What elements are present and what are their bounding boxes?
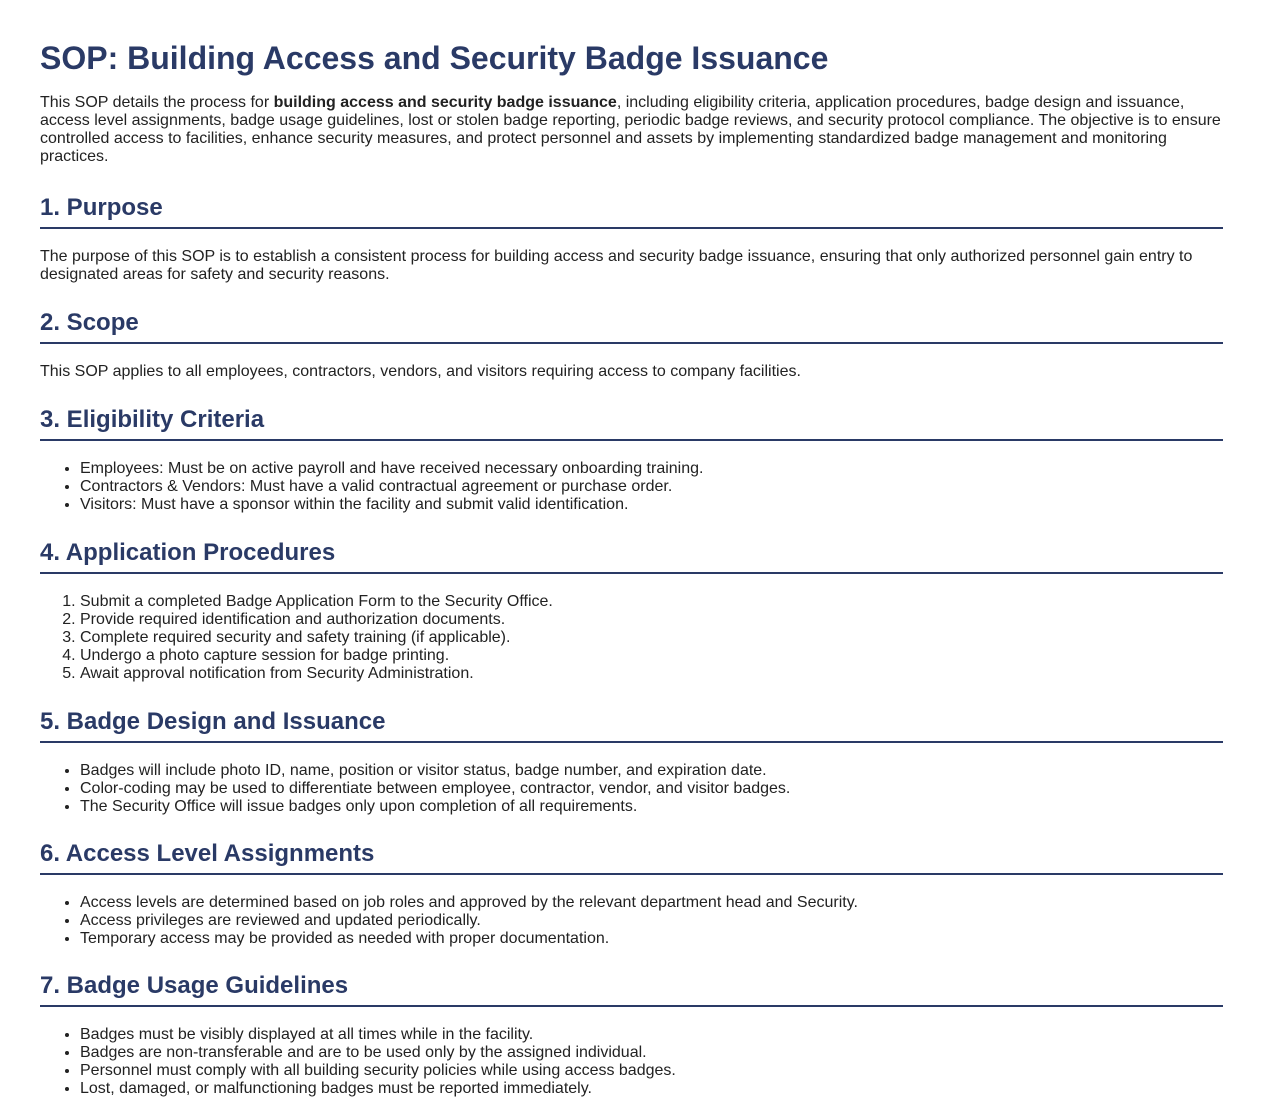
section-badge-usage-guidelines xyxy=(40,972,1223,1098)
list-item: 1. Submit a completed Badge Application Form to the Security Office. xyxy=(80,593,1223,611)
intro-lead: This SOP details the process for xyxy=(40,94,274,111)
list-item: • Personnel must comply with all building security policies while using access badges. xyxy=(80,1062,1223,1080)
list-item: • Employees: Must be on active payroll and have received necessary onboarding training. xyxy=(80,460,1223,478)
list-item: • Badges will include photo ID, name, position or visitor status, badge number, and expiration date. xyxy=(80,762,1223,780)
section-heading: 7. Badge Usage Guidelines xyxy=(40,972,1223,1007)
section-paragraph: This SOP applies to all employees, contractors, vendors, and visitors requiring access to company facilities. xyxy=(40,363,801,380)
list-item: • Color-coding may be used to differentiate between employee, contractor, vendor, and visitor badges. xyxy=(80,780,1223,798)
list-item: • Badges must be visibly displayed at all times while in the facility. xyxy=(80,1026,1223,1044)
section-purpose xyxy=(40,194,1223,284)
list-item: • Access levels are determined based on job roles and approved by the relevant department head and Security. xyxy=(80,894,1223,912)
bullet-list xyxy=(40,1026,1223,1098)
section-heading: 5. Badge Design and Issuance xyxy=(40,708,1223,743)
intro-paragraph xyxy=(40,94,1223,166)
list-item: • Access privileges are reviewed and updated periodically. xyxy=(80,912,1223,930)
list-item: 2. Provide required identification and authorization documents. xyxy=(80,611,1223,629)
numbered-list xyxy=(40,593,1223,683)
section-access-level-assignments xyxy=(40,840,1223,948)
page-title: SOP: Building Access and Security Badge Issuance xyxy=(40,40,829,76)
bullet-list xyxy=(40,762,1223,816)
section-heading: 4. Application Procedures xyxy=(40,539,1223,574)
section-heading: 2. Scope xyxy=(40,309,1223,344)
section-heading: 6. Access Level Assignments xyxy=(40,840,1223,875)
list-item: • Visitors: Must have a sponsor within the facility and submit valid identification. xyxy=(80,496,1223,514)
intro-rest: , including eligibility criteria, application procedures, badge design and issuance, access level assignments, badge usage guidelines, lost or stolen badge reporting, periodic badge reviews, and security protocol compliance. The objective is to ensure controlled access to facilities, enhance security measures, and protect personnel and assets by implementing standardized badge management and monitoring practices. xyxy=(40,94,1221,165)
list-item: • Temporary access may be provided as needed with proper documentation. xyxy=(80,930,1223,948)
section-scope xyxy=(40,309,1223,381)
section-paragraph: The purpose of this SOP is to establish a consistent process for building access and security badge issuance, ensuring that only authorized personnel gain entry to designated areas for safety and security reasons. xyxy=(40,248,1193,283)
intro-bold: building access and security badge issuance xyxy=(273,94,617,111)
bullet-list xyxy=(40,894,1223,948)
list-item: • Contractors & Vendors: Must have a valid contractual agreement or purchase order. xyxy=(80,478,1223,496)
list-item: 3. Complete required security and safety training (if applicable). xyxy=(80,629,1223,647)
list-item: 4. Undergo a photo capture session for badge printing. xyxy=(80,647,1223,665)
list-item: • The Security Office will issue badges only upon completion of all requirements. xyxy=(80,798,1223,816)
list-item: • Badges are non-transferable and are to be used only by the assigned individual. xyxy=(80,1044,1223,1062)
section-eligibility-criteria xyxy=(40,406,1223,514)
list-item: • Lost, damaged, or malfunctioning badges must be reported immediately. xyxy=(80,1080,1223,1098)
list-item: 5. Await approval notification from Security Administration. xyxy=(80,665,1223,683)
section-heading: 3. Eligibility Criteria xyxy=(40,406,1223,441)
section-badge-design-and-issuance xyxy=(40,708,1223,816)
bullet-list xyxy=(40,460,1223,514)
section-heading: 1. Purpose xyxy=(40,194,1223,229)
section-application-procedures xyxy=(40,539,1223,683)
